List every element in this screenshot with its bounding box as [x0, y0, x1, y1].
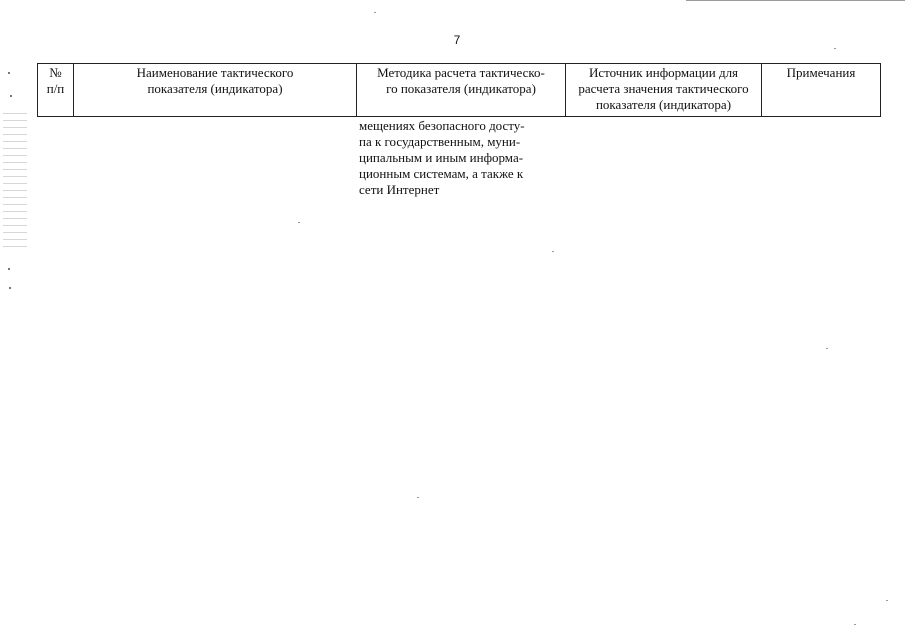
header-line: Наименование тактического [136, 65, 294, 80]
scan-speck [10, 95, 12, 97]
header-line: № [49, 65, 62, 80]
header-line: расчета значения тактического [578, 81, 749, 96]
scan-speck [826, 348, 828, 349]
scan-speck [8, 72, 10, 74]
scan-speck [886, 600, 888, 601]
header-number [38, 64, 74, 117]
scan-speck [298, 222, 300, 223]
header-calculation-method [357, 64, 566, 117]
header-indicator-name [74, 64, 357, 117]
table-header-row [38, 64, 881, 117]
scan-edge-line [686, 0, 905, 1]
header-line: Примечания [786, 65, 856, 80]
page-number: 7 [453, 33, 461, 47]
continuation-line: ционным системам, а также к [359, 166, 524, 181]
scan-speck [834, 48, 836, 49]
scan-speck [417, 497, 419, 498]
continuation-line: сети Интернет [359, 182, 440, 197]
header-notes [762, 64, 881, 117]
header-line: показателя (индикатора) [595, 97, 732, 112]
method-cell-continuation [359, 118, 557, 198]
binding-marks [3, 110, 27, 250]
header-line: п/п [46, 81, 65, 96]
scan-speck [854, 624, 856, 625]
scan-speck [8, 268, 10, 270]
scan-speck [552, 251, 554, 252]
scan-speck [9, 287, 11, 289]
header-line: Источник информации для [588, 65, 739, 80]
header-line: показателя (индикатора) [147, 81, 283, 96]
header-line: Методика расчета тактическо- [377, 65, 545, 80]
continuation-line: ципальным и иным информа- [359, 150, 524, 165]
header-line: го показателя (индикатора) [386, 81, 536, 96]
scan-speck [374, 12, 376, 13]
continuation-line: мещениях безопасного досту- [359, 118, 525, 133]
indicator-table-header [37, 63, 881, 117]
header-information-source [566, 64, 762, 117]
continuation-line: па к государственным, муни- [359, 134, 521, 149]
